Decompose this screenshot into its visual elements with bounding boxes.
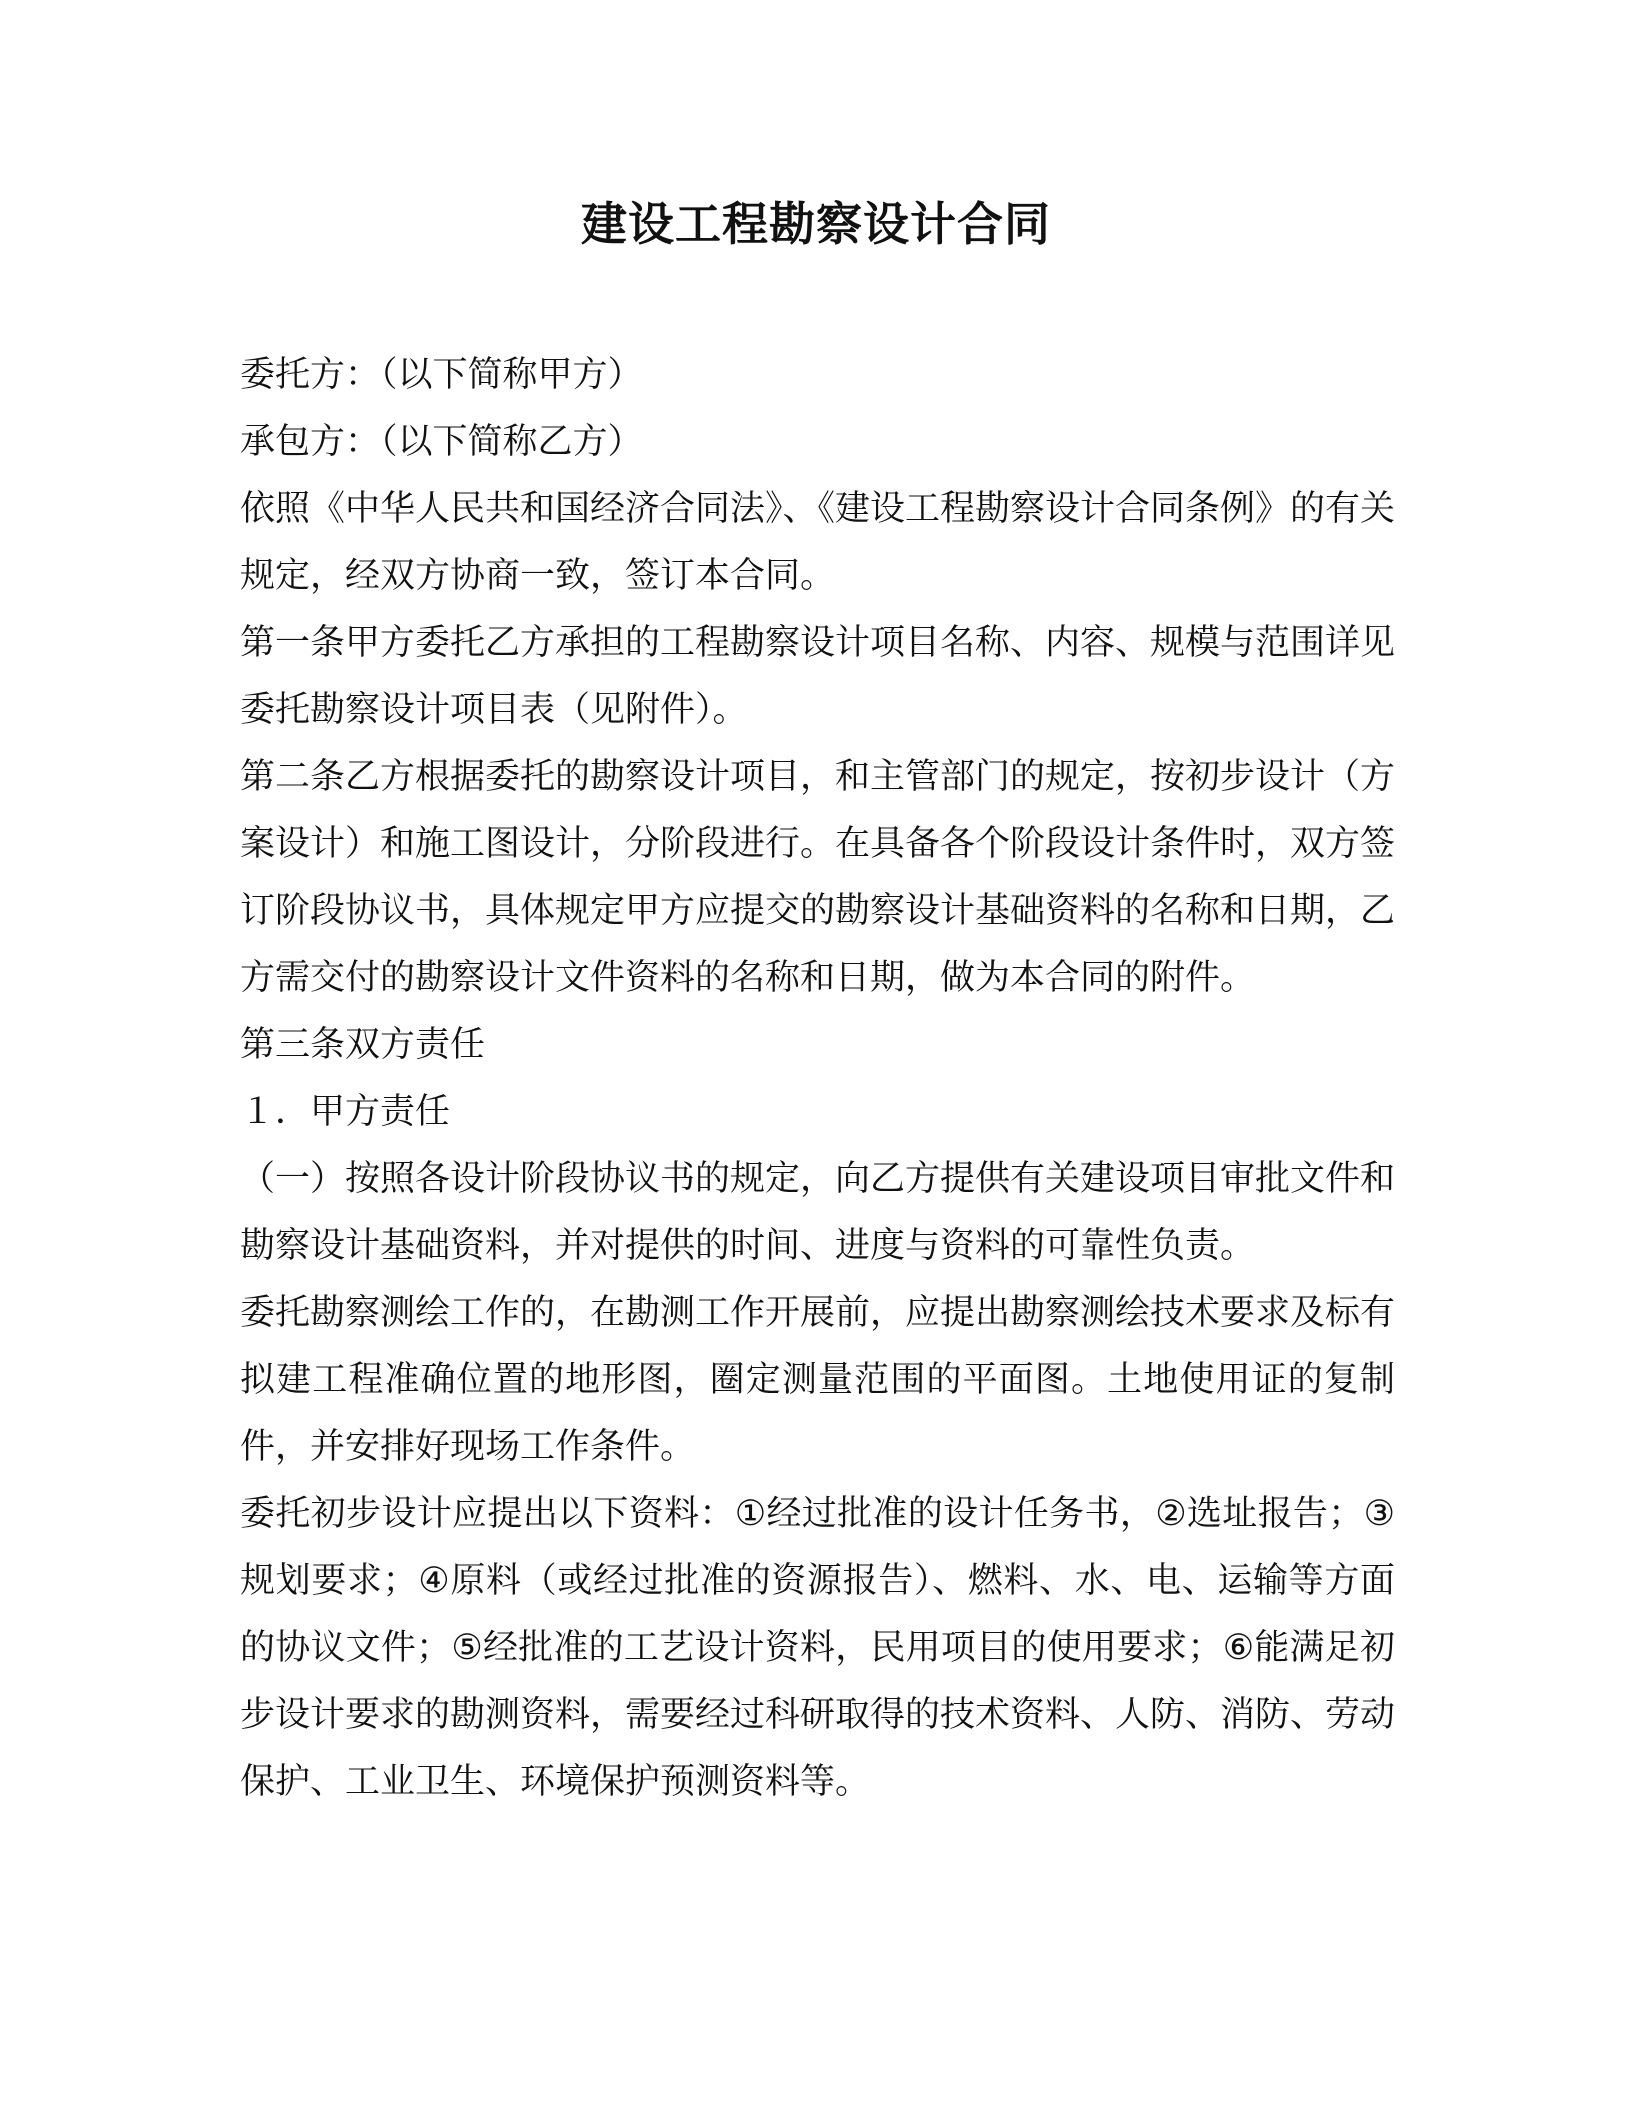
paragraph-article-2: 第二条乙方根据委托的勘察设计项目，和主管部门的规定，按初步设计（方案设计）和施工图设计，分阶段进行。在具备各个阶段设计条件时，双方签订阶段协议书，具体规定甲方应提交的勘察设计基础资料的名称和日期，乙方需交付的勘察设计文件资料的名称和日期，做为本合同的附件。 [240,757,1396,998]
document-body [240,342,1395,1816]
paragraph-survey-requirements: 委托勘察测绘工作的，在勘测工作开展前，应提出勘察测绘技术要求及标有拟建工程准确位置的地形图，圈定测量范围的平面图。土地使用证的复制件，并安排好现场工作条件。 [240,1293,1396,1467]
paragraph-client: 委托方：（以下简称甲方） [240,355,643,395]
paragraph-contractor: 承包方：（以下简称乙方） [240,422,643,462]
paragraph-legal-basis: 依照《中华人民共和国经济合同法》、《建设工程勘察设计合同条例》的有关规定，经双方协商一致，签订本合同。 [240,489,1396,596]
document-title: 建设工程勘察设计合同 [581,197,1051,251]
paragraph-item-1: （一）按照各设计阶段协议书的规定，向乙方提供有关建设项目审批文件和勘察设计基础资料，并对提供的时间、进度与资料的可靠性负责。 [240,1159,1396,1266]
paragraph-preliminary-design: 委托初步设计应提出以下资料：①经过批准的设计任务书，②选址报告；③规划要求；④原料（或经过批准的资源报告）、燃料、水、电、运输等方面的协议文件；⑤经批准的工艺设计资料，民用项目的使用要求；⑥能满足初步设计要求的勘测资料，需要经过科研取得的技术资料、人防、消防、劳动保护、工业卫生、环境保护预测资料等。 [240,1494,1396,1802]
paragraph-article-3-heading: 第三条双方责任 [240,1025,486,1065]
paragraph-party-a-heading: １．甲方责任 [240,1092,451,1132]
paragraph-article-1: 第一条甲方委托乙方承担的工程勘察设计项目名称、内容、规模与范围详见委托勘察设计项目表（见附件）。 [240,623,1396,730]
